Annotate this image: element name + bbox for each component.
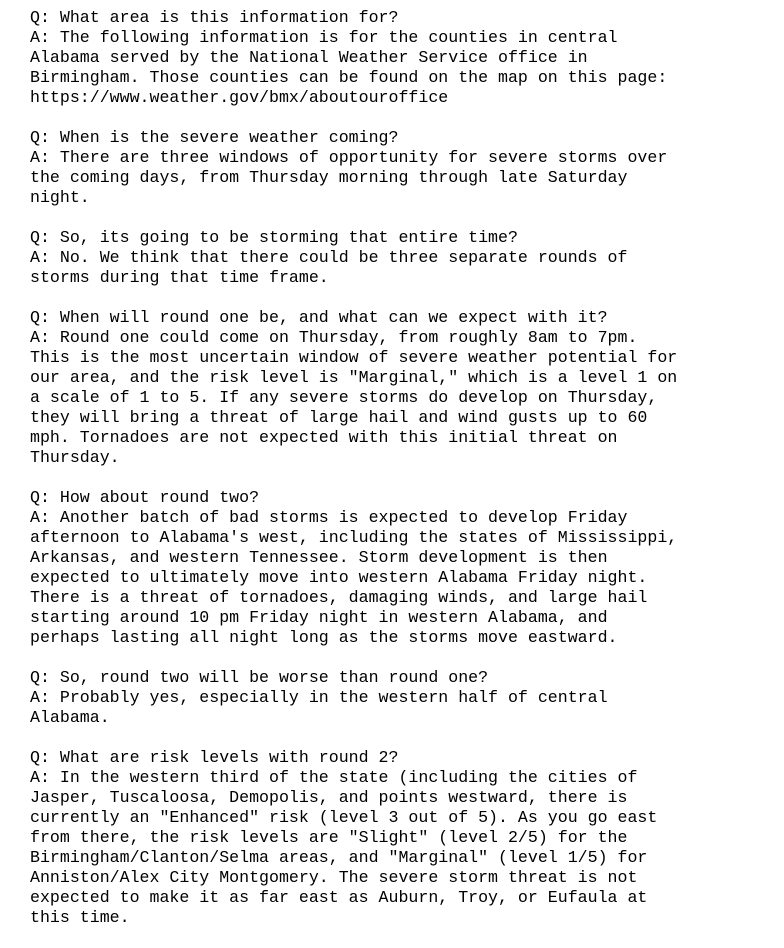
- qa-block-round-two: [30, 488, 770, 648]
- answer-line: a scale of 1 to 5. If any severe storms do develop on Thursday,: [30, 388, 658, 407]
- question-line: Q: What area is this information for?: [30, 8, 399, 27]
- answer-line: A: Round one could come on Thursday, from roughly 8am to 7pm.: [30, 328, 638, 347]
- answer-line: A: There are three windows of opportunity for severe storms over: [30, 148, 668, 167]
- qa-block-comparison: [30, 668, 770, 728]
- answer-line: A: Another batch of bad storms is expected to develop Friday: [30, 508, 628, 527]
- answer-line: A: In the western third of the state (including the cities of: [30, 768, 638, 787]
- question-line: Q: How about round two?: [30, 488, 260, 507]
- answer-line: night.: [30, 188, 90, 207]
- answer-line: they will bring a threat of large hail and wind gusts up to 60: [30, 408, 648, 427]
- question-line: Q: So, its going to be storming that entire time?: [30, 228, 518, 247]
- answer-line: Birmingham/Clanton/Selma areas, and "Marginal" (level 1/5) for: [30, 848, 648, 867]
- answer-line: Alabama served by the National Weather Service office in: [30, 48, 588, 67]
- answer-line: storms during that time frame.: [30, 268, 329, 287]
- answer-line: perhaps lasting all night long as the storms move eastward.: [30, 628, 618, 647]
- office-link-text: https://www.weather.gov/bmx/aboutouroffice: [30, 88, 449, 107]
- answer-line: from there, the risk levels are "Slight" (level 2/5) for the: [30, 828, 628, 847]
- answer-line: This is the most uncertain window of severe weather potential for: [30, 348, 678, 367]
- question-line: Q: When will round one be, and what can we expect with it?: [30, 308, 608, 327]
- answer-line: Thursday.: [30, 448, 120, 467]
- answer-line: Arkansas, and western Tennessee. Storm development is then: [30, 548, 608, 567]
- question-line: Q: What are risk levels with round 2?: [30, 748, 399, 767]
- answer-line: Alabama.: [30, 708, 110, 727]
- qa-block-area: [30, 8, 770, 108]
- answer-line: A: No. We think that there could be three separate rounds of: [30, 248, 628, 267]
- answer-line: currently an "Enhanced" risk (level 3 out of 5). As you go east: [30, 808, 658, 827]
- answer-line: A: Probably yes, especially in the western half of central: [30, 688, 608, 707]
- answer-line: our area, and the risk level is "Marginal," which is a level 1 on: [30, 368, 678, 387]
- answer-line: Birmingham. Those counties can be found on the map on this page:: [30, 68, 668, 87]
- question-line: Q: So, round two will be worse than round one?: [30, 668, 489, 687]
- answer-line: expected to ultimately move into western Alabama Friday night.: [30, 568, 648, 587]
- answer-line: this time.: [30, 908, 130, 927]
- answer-line: afternoon to Alabama's west, including the states of Mississippi,: [30, 528, 678, 547]
- answer-line: expected to make it as far east as Auburn, Troy, or Eufaula at: [30, 888, 648, 907]
- answer-line: mph. Tornadoes are not expected with this initial threat on: [30, 428, 618, 447]
- answer-line: A: The following information is for the counties in central: [30, 28, 618, 47]
- faq-document: [30, 8, 770, 948]
- answer-line: the coming days, from Thursday morning through late Saturday: [30, 168, 628, 187]
- answer-line: There is a threat of tornadoes, damaging winds, and large hail: [30, 588, 648, 607]
- qa-block-round-one: [30, 308, 770, 468]
- question-line: Q: When is the severe weather coming?: [30, 128, 399, 147]
- qa-block-duration: [30, 228, 770, 288]
- answer-line: Anniston/Alex City Montgomery. The severe storm threat is not: [30, 868, 638, 887]
- qa-block-timing: [30, 128, 770, 208]
- answer-line: starting around 10 pm Friday night in western Alabama, and: [30, 608, 608, 627]
- answer-line: Jasper, Tuscaloosa, Demopolis, and points westward, there is: [30, 788, 628, 807]
- qa-block-risk-levels: [30, 748, 770, 928]
